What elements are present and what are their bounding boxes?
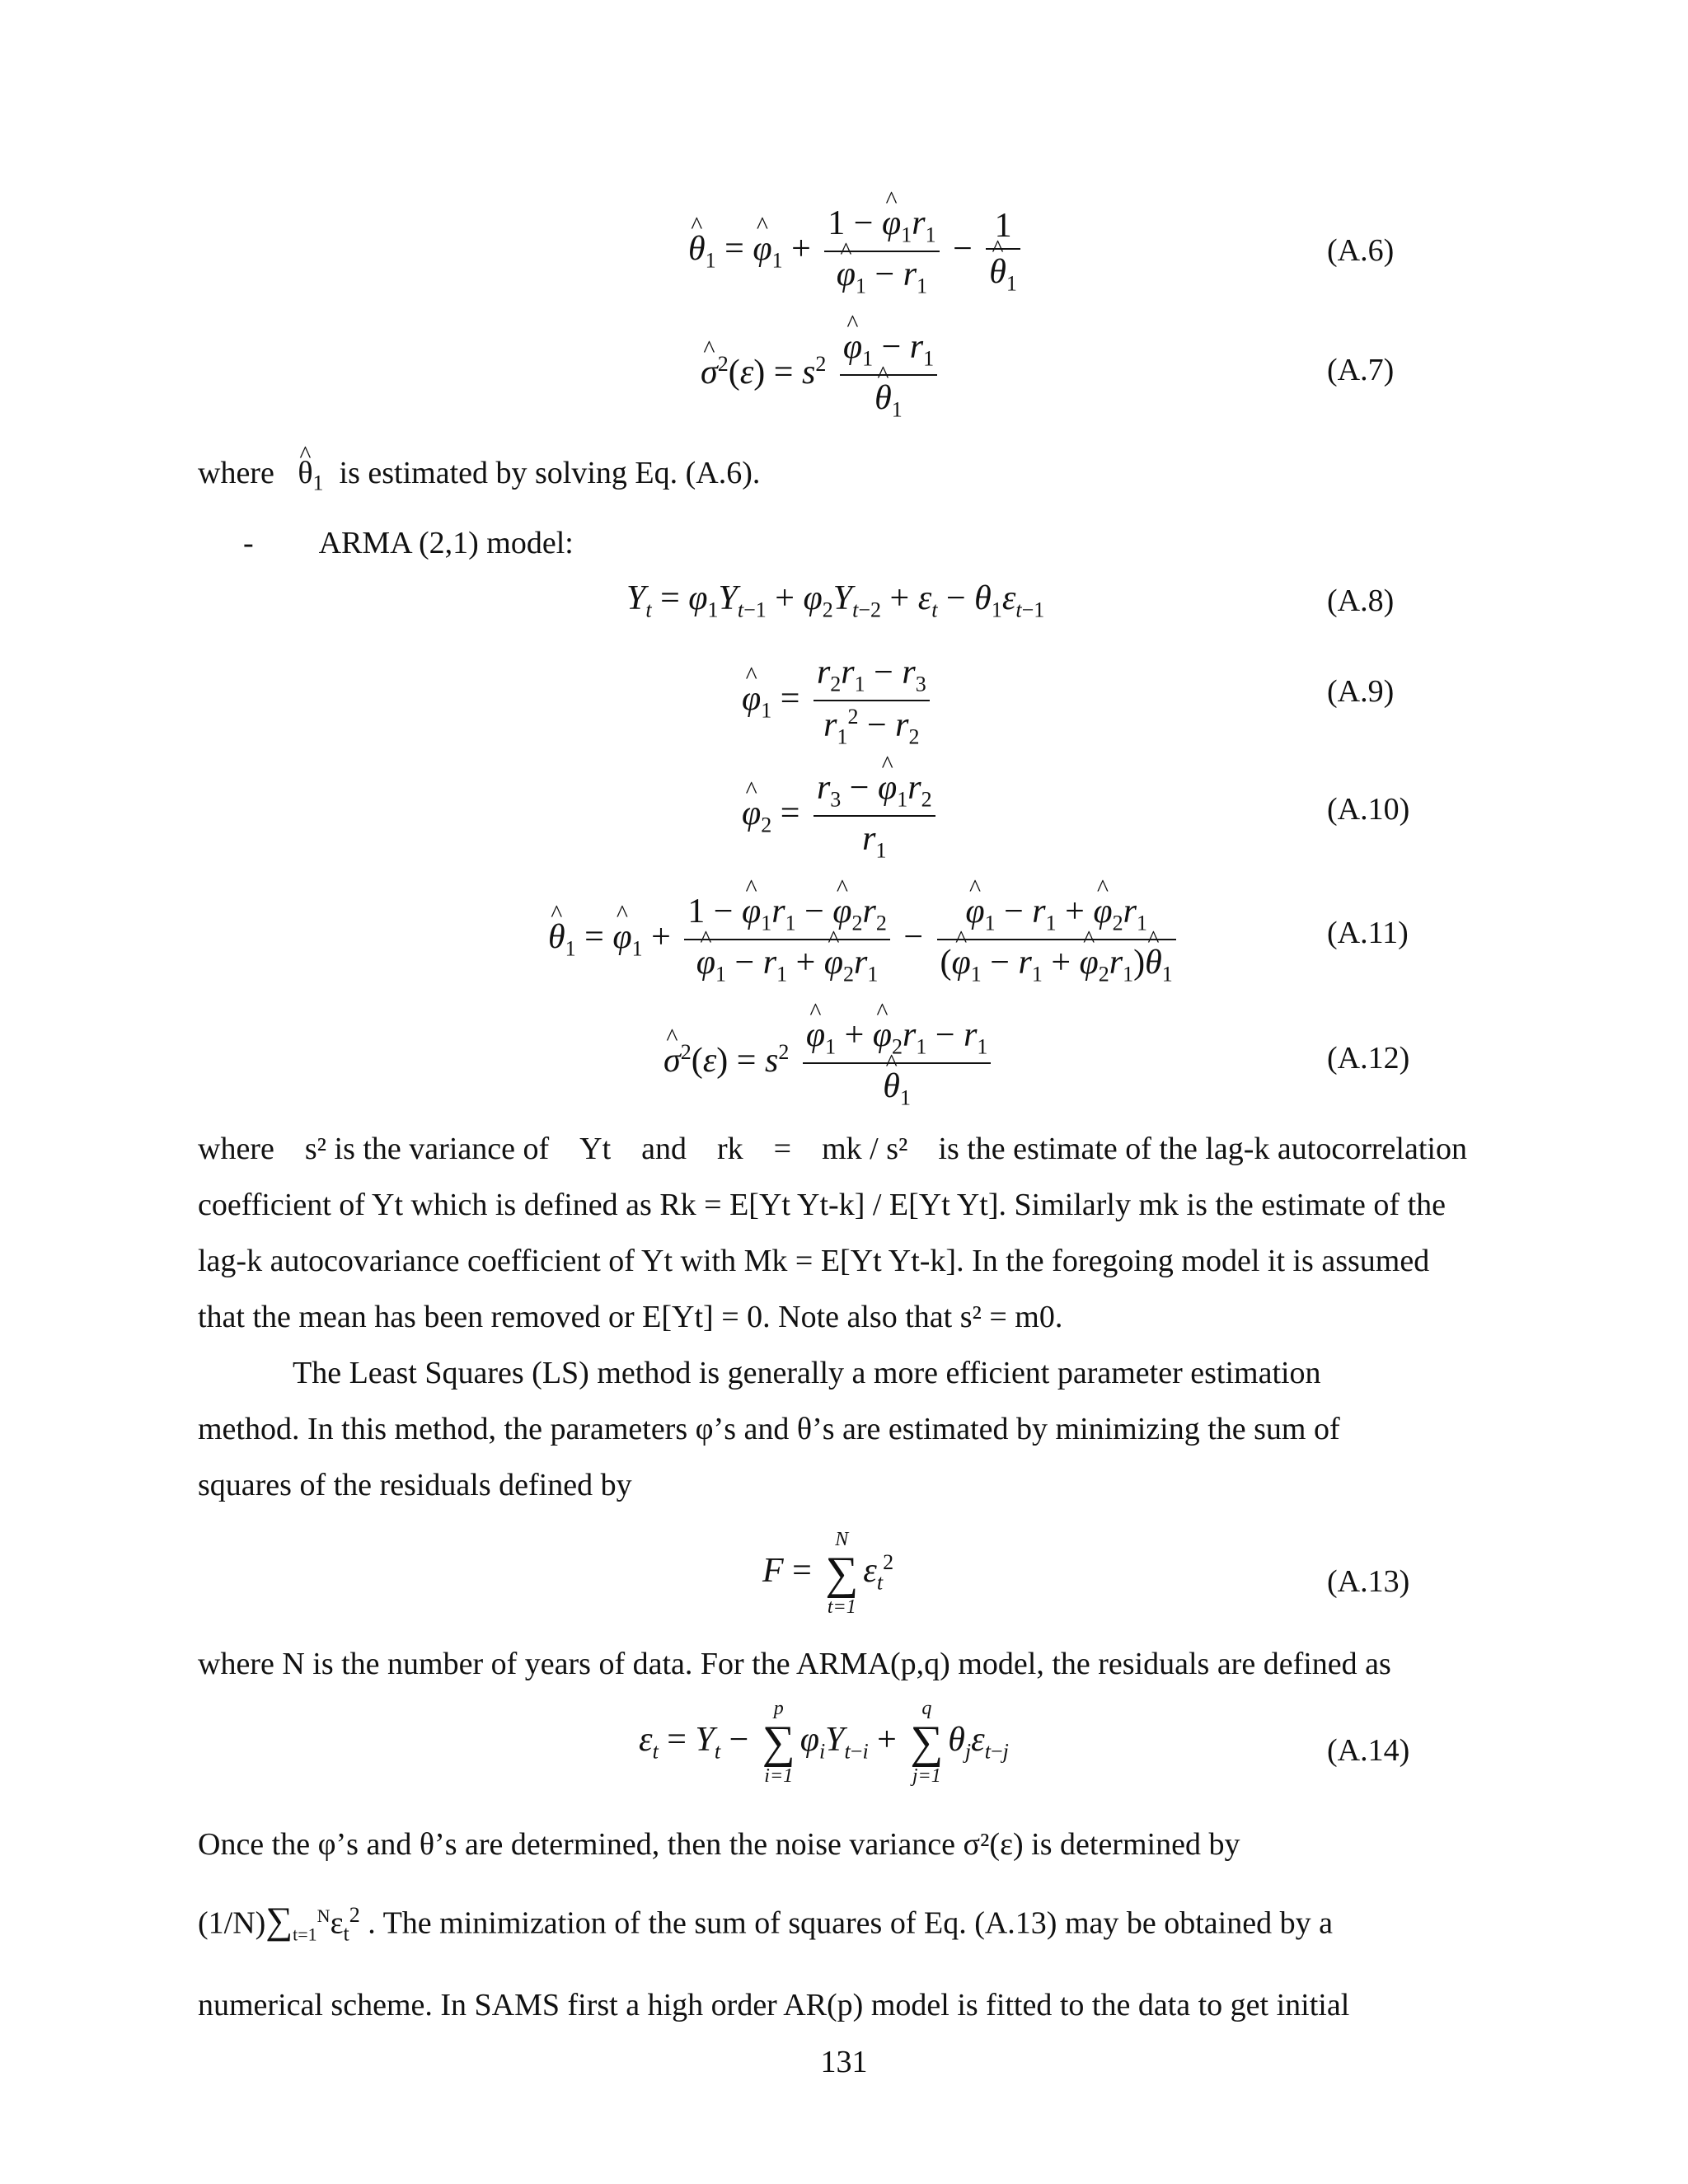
equation-a6: ^ $\theta_1$ = ^ $\varphi_1$ + 1 − ^ $\varphi_1r_1$ ^ $\varphi_1 - r_1$ − 1 ^ $\theta_1$ — [688, 206, 1025, 298]
paragraph-line: method. In this method, the parameters φ’s and θ’s are estimated by minimizing the sum of — [198, 1412, 1340, 1446]
where-theta-line: where ^ $\theta_1$ is estimated by solving Eq. (A.6). — [198, 445, 1467, 512]
where-theta-rest: is estimated by solving Eq. (A.6). — [339, 456, 761, 490]
page-number: 131 — [820, 2045, 868, 2079]
paragraph-line: squares of the residuals defined by — [198, 1468, 632, 1502]
paragraph-least-squares — [198, 1345, 1467, 1513]
paragraph-line: $(1/N)\sum_{t=1}^N\varepsilon_t^2$ . The minimization of the sum of squares of Eq. (A.13) may be obtained by a — [198, 1899, 1333, 1946]
arma-heading: ARMA (2,1) model: — [318, 526, 574, 560]
equation-a12: ^ $\sigma^2(\varepsilon) = s^2$ ^ $\varphi_1$ + ^ $\varphi_2r_1 - r_1$ ^ $\theta_1$ — [663, 1018, 996, 1109]
equation-a14: $\varepsilon_t = Y_t$ − p ∑ i=1 $\varphi_iY_{t-i}$ + q ∑ j=1 $\theta_j\varepsilon_{t-j}$ — [639, 1698, 1009, 1788]
equation-number: (A.12) — [1327, 1041, 1410, 1076]
paragraph-variance — [198, 1121, 1467, 1345]
arma-heading-line — [198, 515, 1467, 571]
equation-number: (A.8) — [1327, 583, 1395, 618]
paragraph-residuals — [198, 1636, 1467, 1692]
paragraph-line: lag-k autocovariance coefficient of Yt with Mk = E[Yt Yt-k]. In the foregoing model it is assumed — [198, 1244, 1430, 1278]
equation-number: (A.14) — [1327, 1733, 1410, 1768]
equation-number: (A.9) — [1327, 674, 1395, 709]
equation-a8: $Y_t = \varphi_1Y_{t-1} + \varphi_2Y_{t-2} + \varepsilon_t - \theta_1\varepsilon_{t-1}$ — [626, 579, 1045, 622]
paragraph-line: The Least Squares (LS) method is generally a more efficient parameter estimation — [293, 1356, 1321, 1390]
paragraph-noise-variance — [198, 1809, 1467, 2041]
equation-a13: F = N ∑ t=1 $\varepsilon_t^2$ — [762, 1529, 894, 1619]
equation-number: (A.6) — [1327, 233, 1395, 268]
paragraph-line: that the mean has been removed or E[Yt] = 0. Note also that s² = m0. — [198, 1300, 1063, 1334]
paragraph-line: coefficient of Yt which is defined as Rk = E[Yt Yt-k] / E[Yt Yt]. Similarly mk is the estimate of the — [198, 1188, 1446, 1222]
where-theta-word: where — [198, 456, 274, 490]
equation-number: (A.13) — [1327, 1564, 1410, 1599]
paragraph-line: Once the φ’s and θ’s are determined, then the noise variance σ²(ε) is determined by — [198, 1827, 1240, 1862]
bullet-dash: - — [243, 526, 254, 560]
equation-number: (A.11) — [1327, 916, 1409, 950]
equation-a10: ^ $\varphi_2$ = $\frac{r_3 - \^{} \varphi_1r_2}{r_1}$ — [742, 771, 940, 862]
equation-a7: ^ $\sigma^2(\varepsilon) = s^2$ ^ $\varphi_1 - r_1$ ^ $\theta_1$ — [701, 330, 942, 421]
equation-number: (A.7) — [1327, 353, 1395, 387]
equation-a9: ^ $\varphi_1$ = $\frac{r_2r_1 - r_3}{r_1^2 - r_2}$ — [742, 655, 935, 748]
equation-number: (A.10) — [1327, 792, 1410, 827]
paragraph-line: where N is the number of years of data. For the ARMA(p,q) model, the residuals are defined as — [198, 1647, 1391, 1681]
equation-a11: ^ $\theta_1$ = ^ $\varphi_1$ + 1 − ^ $\varphi_1r_1$ − ^ $\varphi_2r_2$ ^ $\varphi_1 - r_1$ + ^ $\varphi_2r_1$ − ^ $\frac{\varphi_1 - r_1 + \^{} \varphi_2r_1}{(\^{} \varphi_1 - r_1 + \^{} \varphi_2r_1)\^{} \theta_1}$ — [548, 894, 1181, 986]
paragraph-line: numerical scheme. In SAMS first a high order AR(p) model is fitted to the data to get initial — [198, 1988, 1350, 2023]
paragraph-line: where s² is the variance of Yt and rk = mk / s² is the estimate of the lag-k autocorrelation — [198, 1132, 1467, 1166]
